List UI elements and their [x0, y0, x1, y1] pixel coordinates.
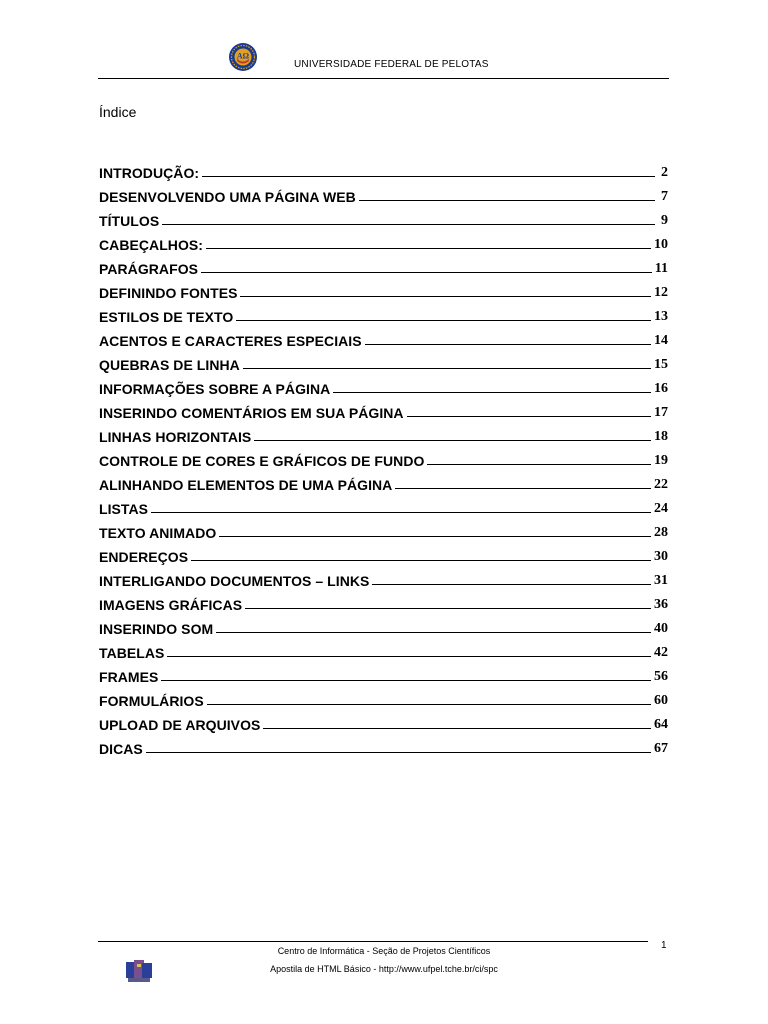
institution-name: UNIVERSIDADE FEDERAL DE PELOTAS	[294, 59, 489, 70]
footer-divider	[98, 941, 648, 942]
toc-entry-title: INFORMAÇÕES SOBRE A PÁGINA	[99, 381, 331, 397]
toc-entry-page: 31	[654, 573, 668, 588]
toc-entry-page: 11	[654, 261, 668, 276]
toc-entry-page: 40	[654, 621, 668, 636]
page-number: 1	[661, 940, 667, 951]
toc-entry-page: 56	[654, 669, 668, 684]
toc-leader-line	[240, 296, 651, 297]
toc-entry-title: INSERINDO SOM	[99, 621, 214, 637]
seal-text: AΩ	[236, 51, 250, 61]
toc-leader-line	[202, 176, 655, 177]
toc-entry-page: 13	[654, 309, 668, 324]
toc-entry-page: 12	[654, 285, 668, 300]
toc-leader-line	[395, 488, 651, 489]
toc-entry-page: 9	[661, 213, 668, 228]
toc-leader-line	[161, 680, 651, 681]
toc-entry-page: 30	[654, 549, 668, 564]
university-seal-icon	[228, 42, 258, 72]
toc-entry	[99, 709, 668, 733]
toc-entry-title: INTRODUÇÃO:	[99, 165, 200, 181]
toc-entry-title: DEFININDO FONTES	[99, 285, 238, 301]
toc-entry	[99, 685, 668, 709]
toc-entry	[99, 229, 668, 253]
toc-leader-line	[333, 392, 651, 393]
toc-entry	[99, 349, 668, 373]
toc-entry	[99, 565, 668, 589]
toc-leader-line	[372, 584, 651, 585]
toc-entry-title: UPLOAD DE ARQUIVOS	[99, 717, 261, 733]
footer-department: Centro de Informática - Seção de Projetos Científicos	[277, 946, 491, 956]
toc-entry	[99, 661, 668, 685]
toc-entry	[99, 589, 668, 613]
toc-entry-title: IMAGENS GRÁFICAS	[99, 597, 243, 613]
toc-entry	[99, 421, 668, 445]
toc-leader-line	[201, 272, 652, 273]
toc-leader-line	[359, 200, 655, 201]
toc-entry	[99, 541, 668, 565]
toc-entry	[99, 469, 668, 493]
toc-leader-line	[151, 512, 651, 513]
toc-entry-page: 10	[654, 237, 668, 252]
toc-entry-title: DICAS	[99, 741, 143, 757]
toc-entry-page: 60	[654, 693, 668, 708]
toc-entry	[99, 181, 668, 205]
toc-entry-page: 42	[654, 645, 668, 660]
toc-entry-page: 22	[654, 477, 668, 492]
toc-entry	[99, 493, 668, 517]
toc-entry-page: 2	[661, 165, 668, 180]
toc-entry-title: INTERLIGANDO DOCUMENTOS – LINKS	[99, 573, 370, 589]
toc-leader-line	[365, 344, 651, 345]
toc-entry-title: PARÁGRAFOS	[99, 261, 199, 277]
toc-entry-title: INSERINDO COMENTÁRIOS EM SUA PÁGINA	[99, 405, 404, 421]
toc-leader-line	[245, 608, 651, 609]
toc-entry-title: TEXTO ANIMADO	[99, 525, 217, 541]
toc-leader-line	[243, 368, 651, 369]
toc-entry-title: FORMULÁRIOS	[99, 693, 204, 709]
toc-entry-title: ALINHANDO ELEMENTOS DE UMA PÁGINA	[99, 477, 393, 493]
toc-entry-page: 15	[654, 357, 668, 372]
toc-entry-page: 16	[654, 381, 668, 396]
footer-course-url: Apostila de HTML Básico - http://www.ufpel.tche.br/ci/spc	[270, 964, 498, 974]
toc-entry-page: 7	[661, 189, 668, 204]
toc-entry	[99, 517, 668, 541]
toc-entry-title: TÍTULOS	[99, 213, 160, 229]
toc-entry-title: DESENVOLVENDO UMA PÁGINA WEB	[99, 189, 356, 205]
toc-leader-line	[216, 632, 651, 633]
toc-leader-line	[236, 320, 651, 321]
toc-entry	[99, 205, 668, 229]
toc-entry-title: CABEÇALHOS:	[99, 237, 203, 253]
toc-entry-page: 19	[654, 453, 668, 468]
toc-entry	[99, 445, 668, 469]
toc-entry	[99, 325, 668, 349]
toc-entry-page: 18	[654, 429, 668, 444]
toc-entry-title: FRAMES	[99, 669, 159, 685]
toc-entry-title: TABELAS	[99, 645, 165, 661]
computer-center-logo-icon	[125, 958, 153, 984]
toc-leader-line	[254, 440, 651, 441]
toc-entry-page: 28	[654, 525, 668, 540]
toc-entry-page: 17	[654, 405, 668, 420]
toc-entry-title: LINHAS HORIZONTAIS	[99, 429, 252, 445]
toc-entry-title: ENDEREÇOS	[99, 549, 189, 565]
toc-entry	[99, 157, 668, 181]
toc-entry	[99, 397, 668, 421]
toc-entry	[99, 253, 668, 277]
toc-entry-title: QUEBRAS DE LINHA	[99, 357, 240, 373]
toc-entry	[99, 733, 668, 757]
table-of-contents	[99, 157, 668, 757]
toc-entry-page: 67	[654, 741, 668, 756]
toc-entry-title: ACENTOS E CARACTERES ESPECIAIS	[99, 333, 362, 349]
toc-entry-page: 14	[654, 333, 668, 348]
toc-entry	[99, 277, 668, 301]
toc-entry-page: 24	[654, 501, 668, 516]
toc-entry-title: CONTROLE DE CORES E GRÁFICOS DE FUNDO	[99, 453, 425, 469]
toc-entry	[99, 637, 668, 661]
toc-entry-page: 36	[654, 597, 668, 612]
toc-entry	[99, 613, 668, 637]
toc-leader-line	[219, 536, 651, 537]
toc-leader-line	[191, 560, 651, 561]
toc-leader-line	[167, 656, 651, 657]
toc-entry	[99, 301, 668, 325]
toc-leader-line	[146, 752, 651, 753]
toc-entry-title: LISTAS	[99, 501, 149, 517]
toc-leader-line	[162, 224, 655, 225]
toc-leader-line	[207, 704, 651, 705]
toc-entry-page: 64	[654, 717, 668, 732]
toc-leader-line	[427, 464, 651, 465]
toc-leader-line	[407, 416, 651, 417]
toc-leader-line	[263, 728, 651, 729]
header-divider	[98, 78, 669, 79]
toc-leader-line	[206, 248, 651, 249]
toc-entry-title: ESTILOS DE TEXTO	[99, 309, 234, 325]
toc-entry	[99, 373, 668, 397]
page-title: Índice	[99, 104, 137, 120]
